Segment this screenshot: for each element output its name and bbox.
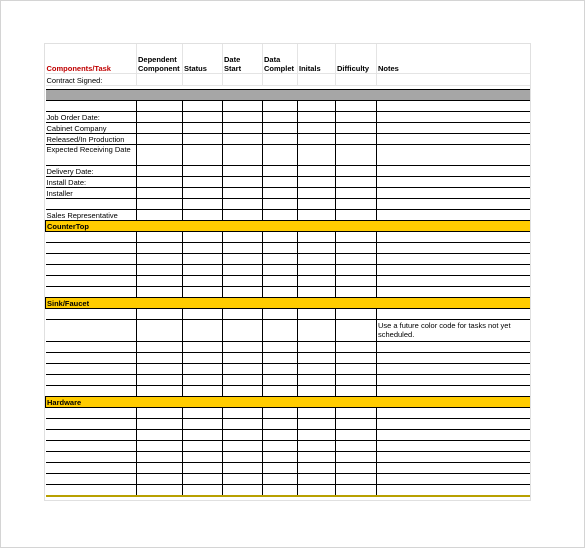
table-row [46, 134, 531, 145]
table-row [46, 112, 531, 123]
table-row [46, 232, 531, 243]
table-row [46, 408, 531, 419]
table-row [46, 166, 531, 177]
table-row [46, 419, 531, 430]
table-row [46, 485, 531, 497]
table-row [46, 287, 531, 298]
spreadsheet [44, 43, 531, 501]
table-row [46, 243, 531, 254]
section-header-countertop [46, 221, 531, 232]
released-in-production-label: Released/In Production [46, 134, 137, 145]
section-label: Sink/Faucet [46, 298, 531, 309]
table-row [46, 145, 531, 166]
header-status: Status [183, 44, 223, 74]
table-row [46, 320, 531, 342]
table-row [46, 353, 531, 364]
table-row [46, 188, 531, 199]
section-label: CounterTop [46, 221, 531, 232]
table-row [46, 254, 531, 265]
cabinet-company-label: Cabinet Company [46, 123, 137, 134]
header-date-completed: Data Complet [263, 44, 298, 74]
table-row [46, 430, 531, 441]
table-row [46, 364, 531, 375]
section-label: Hardware [46, 397, 531, 408]
job-order-date-label: Job Order Date: [46, 112, 137, 123]
table-row [46, 386, 531, 397]
header-initials: Initals [298, 44, 336, 74]
header-components-task: Components/Task [46, 44, 137, 74]
table-row [46, 199, 531, 210]
header-notes: Notes [377, 44, 531, 74]
bottom-border [46, 496, 531, 497]
section-header-sink-faucet [46, 298, 531, 309]
table-row [46, 309, 531, 320]
table-row [46, 276, 531, 287]
table-row [46, 177, 531, 188]
note-future-color-code: Use a future color code for tasks not yet scheduled. [377, 320, 531, 342]
contract-signed-row [46, 74, 531, 86]
table-row [46, 123, 531, 134]
table-row [46, 452, 531, 463]
contract-signed-label: Contract Signed: [46, 74, 137, 86]
task-tracking-table [45, 44, 531, 497]
header-row [46, 44, 531, 74]
sales-representative-label: Sales Representative [46, 210, 137, 221]
table-row [46, 210, 531, 221]
installer-label: Installer [46, 188, 137, 199]
table-row [46, 342, 531, 353]
header-dependent-component: Dependent Component [137, 44, 183, 74]
gray-divider-row [46, 90, 531, 101]
section-header-hardware [46, 397, 531, 408]
table-row [46, 474, 531, 485]
table-row [46, 265, 531, 276]
expected-receiving-date-label: Expected Receiving Date [46, 145, 137, 166]
table-row [46, 463, 531, 474]
table-row [46, 375, 531, 386]
table-row [46, 441, 531, 452]
header-date-start: Date Start [223, 44, 263, 74]
delivery-date-label: Delivery Date: [46, 166, 137, 177]
install-date-label: Install Date: [46, 177, 137, 188]
header-difficulty: Difficulty [336, 44, 377, 74]
table-row [46, 101, 531, 112]
